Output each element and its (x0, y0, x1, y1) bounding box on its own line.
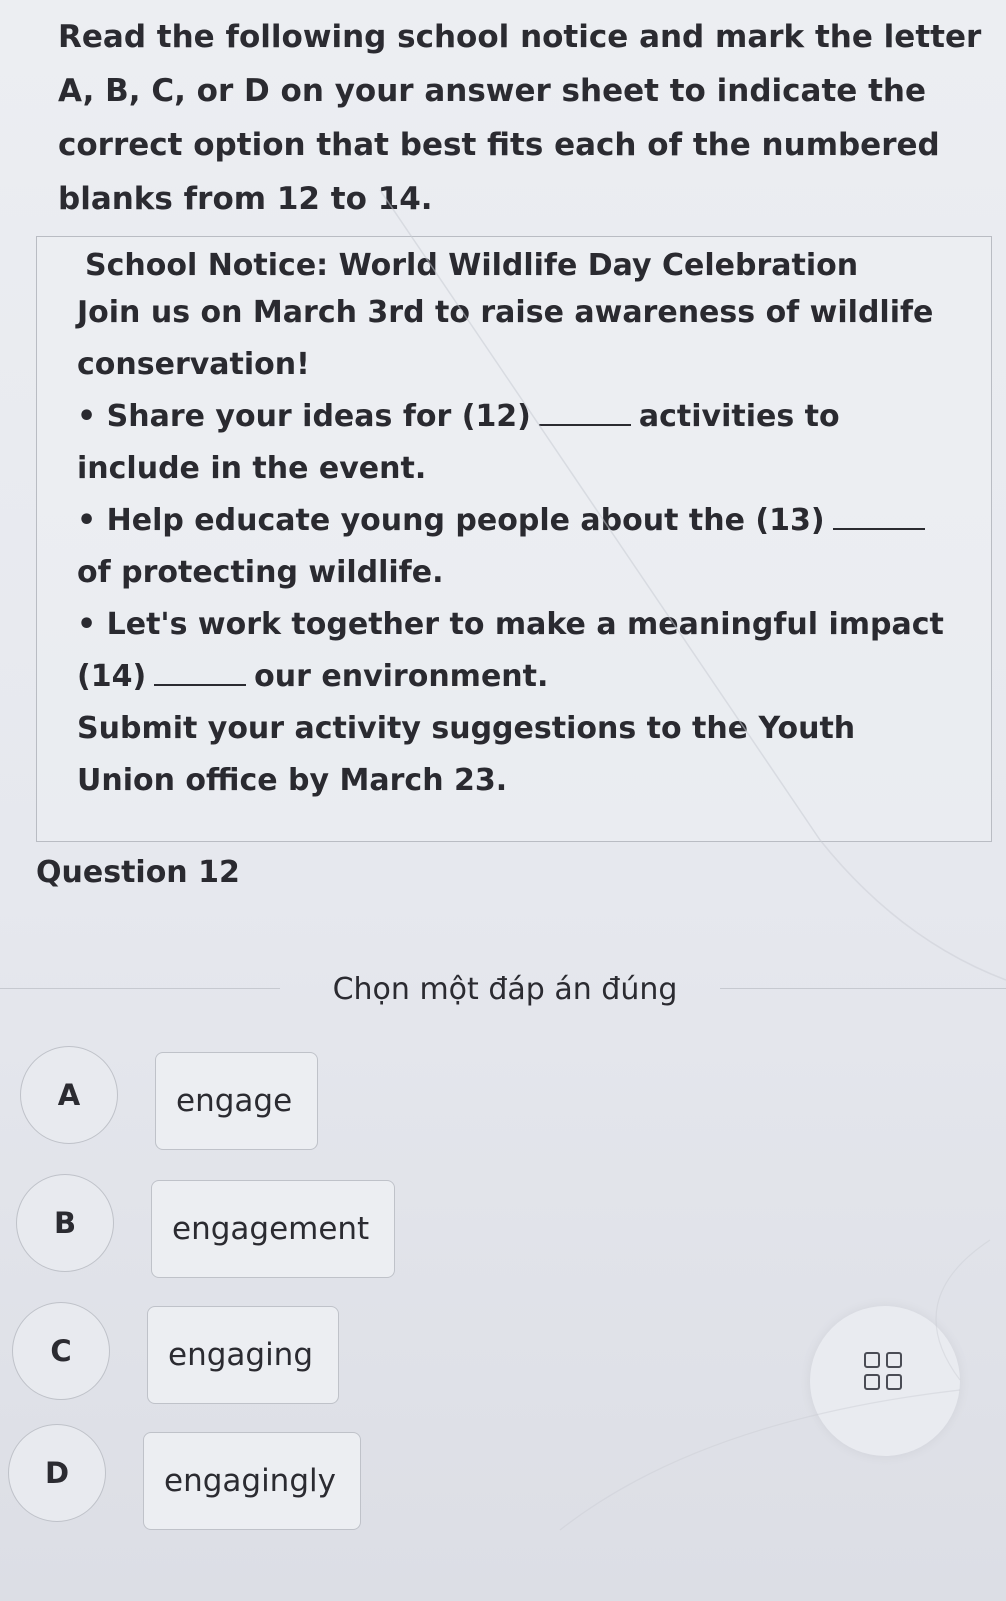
question-grid-button[interactable] (810, 1306, 960, 1456)
option-b-letter[interactable]: B (16, 1174, 114, 1272)
option-c[interactable] (0, 1302, 600, 1412)
bullet-1-before: • Share your ideas for (12) (77, 399, 531, 434)
grid-icon (864, 1352, 906, 1394)
bullet-3-after: our environment. (254, 659, 549, 694)
blank-13 (833, 500, 925, 530)
option-d-letter[interactable]: D (8, 1424, 106, 1522)
notice-body (77, 287, 957, 807)
bullet-1-after: activities to include in the event. (77, 399, 840, 486)
notice-bullet-3 (77, 599, 957, 703)
option-b-text[interactable]: engagement (151, 1180, 395, 1278)
option-c-text[interactable]: engaging (147, 1306, 339, 1404)
bullet-2-after: of protecting wildlife. (77, 555, 444, 590)
choose-answer-prompt: Chọn một đáp án đúng (332, 972, 678, 1007)
bullet-3-before: • Let's work together to make a meaningful impact (14) (77, 607, 944, 694)
option-c-letter[interactable]: C (12, 1302, 110, 1400)
option-a-text[interactable]: engage (155, 1052, 318, 1150)
option-a[interactable] (0, 1046, 600, 1156)
blank-14 (154, 656, 246, 686)
school-notice (36, 236, 992, 842)
notice-intro: Join us on March 3rd to raise awareness of wildlife conservation! (77, 295, 934, 382)
notice-title: School Notice: World Wildlife Day Celebration (85, 248, 859, 283)
option-d-text[interactable]: engagingly (143, 1432, 361, 1530)
blank-12 (539, 396, 631, 426)
instruction-text: Read the following school notice and mark the letter A, B, C, or D on your answer sheet to indicate the correct option that best fits each of the numbered blanks from 12 to 14. (58, 19, 982, 217)
bullet-2-before: • Help educate young people about the (13) (77, 503, 825, 538)
question-label: Question 12 (36, 855, 240, 890)
divider-left (0, 988, 280, 989)
notice-closing: Submit your activity suggestions to the Youth Union office by March 23. (77, 711, 856, 798)
notice-bullet-2 (77, 495, 957, 599)
divider-right (720, 988, 1006, 989)
option-a-letter[interactable]: A (20, 1046, 118, 1144)
option-b[interactable] (0, 1174, 600, 1284)
notice-bullet-1 (77, 391, 957, 495)
option-d[interactable] (0, 1424, 600, 1534)
